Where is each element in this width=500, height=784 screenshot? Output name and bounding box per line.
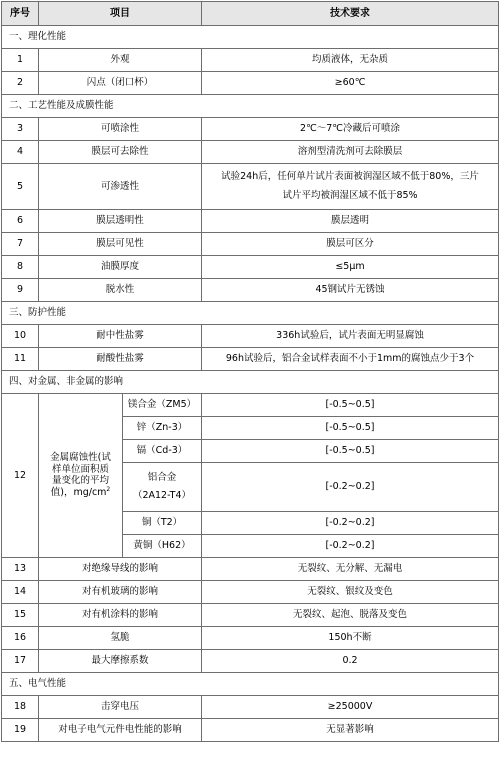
label-line: 值)，mg/cm [50,487,107,499]
section-title: 五、电气性能 [2,673,499,696]
row-item: 对电子电气元件电性能的影响 [39,719,202,742]
row-item: 对有机涂料的影响 [39,604,202,627]
row-no: 9 [2,279,39,302]
row-item: 膜层可见性 [39,233,202,256]
row-no: 7 [2,233,39,256]
row-req: 2℃～7℃冷藏后可喷涂 [202,118,499,141]
metal-name: 黄铜（H62） [123,535,202,558]
metal-name-line: 铝合金 [147,471,177,483]
table-row [2,325,499,348]
table-row [2,141,499,164]
table-row [2,279,499,302]
spec-table [1,1,499,742]
row-no: 14 [2,581,39,604]
row-req: 0.2 [202,650,499,673]
row-req: 45钢试片无锈蚀 [202,279,499,302]
row-req: 溶剂型清洗剂可去除膜层 [202,141,499,164]
section-title: 三、防护性能 [2,302,499,325]
label-line: 金属腐蚀性(试 [50,452,111,464]
row-req: 均质液体，无杂质 [202,49,499,72]
row-no: 11 [2,348,39,371]
row-req: 无裂纹、银纹及变色 [202,581,499,604]
header-item: 项目 [39,2,202,26]
row-no: 3 [2,118,39,141]
table-row [2,233,499,256]
label-line: 量变化的平均 [51,474,109,486]
row-req: 膜层可区分 [202,233,499,256]
row-req: 无裂纹、无分解、无漏电 [202,558,499,581]
metal-row [2,394,499,417]
row-item: 对有机玻璃的影响 [39,581,202,604]
table-row [2,650,499,673]
table-row [2,118,499,141]
row-no: 12 [2,394,39,558]
section-row [2,302,499,325]
row-no: 15 [2,604,39,627]
row-no: 19 [2,719,39,742]
row-req: 无裂纹、起泡、脱落及变色 [202,604,499,627]
metal-range: [-0.5~0.5] [202,440,499,463]
table-row [2,604,499,627]
metal-range: [-0.5~0.5] [202,417,499,440]
unit-superscript: 2 [106,486,111,494]
header-row [2,2,499,26]
table-row [2,696,499,719]
row-no: 2 [2,72,39,95]
row-item: 最大摩擦系数 [39,650,202,673]
row-req [202,164,499,210]
row-req: 150h不断 [202,627,499,650]
row-no: 6 [2,210,39,233]
table-row [2,627,499,650]
row-item: 外观 [39,49,202,72]
row-req: 336h试验后，试片表面无明显腐蚀 [202,325,499,348]
table-row [2,164,499,210]
section-row [2,26,499,49]
table-row [2,348,499,371]
metal-name [123,463,202,512]
row-item: 耐中性盐雾 [39,325,202,348]
metal-name-line: （2A12-T4） [132,490,192,501]
section-title: 一、理化性能 [2,26,499,49]
row-req-line: 试片平均被润湿区域不低于85% [282,189,418,201]
row-item: 氢脆 [39,627,202,650]
row-item: 耐酸性盐雾 [39,348,202,371]
row-item: 可渗透性 [39,164,202,210]
table-row [2,49,499,72]
metal-name: 铜（T2） [123,512,202,535]
row-item: 对绝缘导线的影响 [39,558,202,581]
row-item: 膜层透明性 [39,210,202,233]
row-req-line: 试验24h后，任何单片试片表面被润湿区域不低于80%，三片 [221,171,479,183]
row-no: 1 [2,49,39,72]
row-req: ≥60℃ [202,72,499,95]
header-no: 序号 [2,2,39,26]
row-no: 8 [2,256,39,279]
row-no: 16 [2,627,39,650]
row-no: 4 [2,141,39,164]
row-req: ≤5μm [202,256,499,279]
row-item: 脱水性 [39,279,202,302]
metal-corrosion-label [39,394,123,558]
row-item: 闪点（闭口杯） [39,72,202,95]
section-title: 四、对金属、非金属的影响 [2,371,499,394]
metal-name: 镁合金（ZM5） [123,394,202,417]
section-row [2,371,499,394]
row-no: 17 [2,650,39,673]
section-row [2,95,499,118]
header-req: 技术要求 [202,2,499,26]
table-row [2,256,499,279]
table-row [2,719,499,742]
row-no: 13 [2,558,39,581]
row-no: 10 [2,325,39,348]
row-no: 5 [2,164,39,210]
row-item: 击穿电压 [39,696,202,719]
metal-range: [-0.2~0.2] [202,463,499,512]
row-req: 96h试验后，铝合金试样表面不小于1mm的腐蚀点少于3个 [202,348,499,371]
row-item: 油膜厚度 [39,256,202,279]
metal-name: 锌（Zn-3） [123,417,202,440]
metal-range: [-0.2~0.2] [202,512,499,535]
table-row [2,72,499,95]
row-req: 无显著影响 [202,719,499,742]
section-row [2,673,499,696]
metal-range: [-0.5~0.5] [202,394,499,417]
row-item: 可喷涂性 [39,118,202,141]
row-req: ≥25000V [202,696,499,719]
metal-range: [-0.2~0.2] [202,535,499,558]
table-row [2,558,499,581]
table-row [2,210,499,233]
metal-name: 镉（Cd-3） [123,440,202,463]
section-title: 二、工艺性能及成膜性能 [2,95,499,118]
label-line: 样单位面积质 [51,463,109,475]
row-item: 膜层可去除性 [39,141,202,164]
row-no: 18 [2,696,39,719]
row-req: 膜层透明 [202,210,499,233]
table-row [2,581,499,604]
